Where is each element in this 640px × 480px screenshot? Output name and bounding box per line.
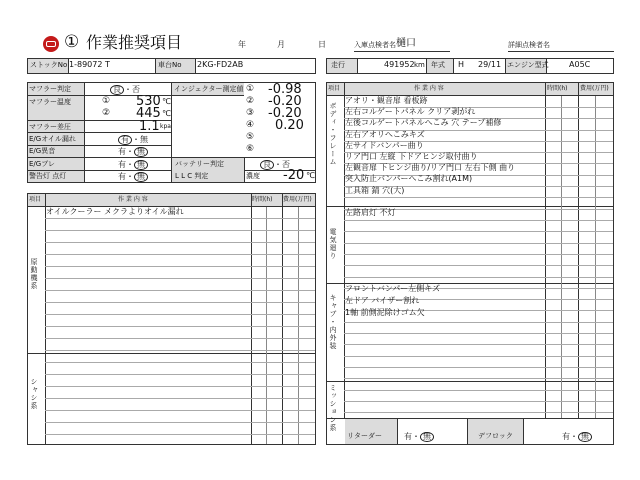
chassis-value: 2KG-FD2AB [197,60,244,69]
grid-line [344,356,613,357]
body-row-6: 左観音扉 下ヒンジ曲り/リア門口 左右下側 曲り [345,163,516,173]
body-row-2: 左後コルゲートパネルへこみ 穴 テープ補修 [345,118,502,128]
muffler-temp-label: マフラー温度 [29,98,71,106]
grid-line [45,314,315,315]
stock-value: 1-89072 T [69,60,110,69]
grid-line [344,197,613,198]
muffler-judge-label: マフラー判定 [29,85,71,93]
grid-line [344,220,613,221]
diff-lock-label: デフロック [478,432,513,440]
cab-row-1: 左ドア バイザー割れ [345,296,420,305]
left-col-content: 作 業 内 容 [118,196,148,203]
grid-line [45,398,315,399]
right-col-content: 作 業 内 容 [414,85,444,92]
check-value-3: 有・ 無 [118,172,148,182]
grid-line [45,410,315,411]
mileage-value: 491952 [384,60,415,69]
logo-icon [43,36,59,52]
muffler-diff-value: 1.1 [139,119,160,134]
injector-no-1: ② [246,96,255,106]
grid-line [45,386,315,387]
grid-line [344,378,613,379]
grid-line [45,266,315,267]
left-col-time: 時間(h) [252,196,273,203]
muffler-temp-2: 445 [136,106,161,121]
battery-value: 良 ・否 [260,160,290,170]
grid-line [344,390,613,391]
body-row-5: リア門口 左縦 下ドアヒンジ取付曲り [345,152,478,161]
grid-line [45,362,315,363]
section-body-frame: ボディ・フレーム [329,102,337,166]
body-row-1: 左右コルゲートパネル クリア剥がれ [345,107,476,117]
check-label-0: E/Gオイル漏れ [29,135,76,143]
injector-value-1: -0.20 [268,94,302,109]
grid-line [45,254,315,255]
grid-line [45,218,315,219]
grid-line [45,290,315,291]
section-mission: ミッション系 [329,384,337,432]
right-col-cost: 費用(万円) [580,85,609,92]
right-col-time: 時間(h) [547,85,568,92]
page-title: 作業推奨項目 [86,33,183,52]
grid-line [45,338,315,339]
injector-value-0: -0.98 [268,82,302,97]
injector-no-2: ③ [246,108,255,118]
body-row-0: アオリ・観音扉 看板跡 [345,96,428,105]
llc-label: L L C 判定 [175,172,209,180]
grid-line [344,401,613,402]
muffler-temp-unit-2: ℃ [162,109,171,118]
grid-line [344,367,613,368]
grid-line [344,265,613,266]
left-work-table [27,193,316,445]
grid-line [344,243,613,244]
engine-value: A05C [569,60,591,69]
body-row-8: 工具箱 錆 穴(大) [345,185,405,195]
grid-line [45,422,315,423]
era-value: H [458,60,465,69]
llc-conc-label: 濃度 [246,172,260,180]
injector-label: インジェクター測定値 [174,85,244,93]
muffler-diff-label: マフラー差圧 [29,123,71,131]
retarder-label: リターダー [347,432,382,440]
retarder-value: 有・ 無 [404,432,434,442]
inspector-name: 樋口 [396,38,416,49]
grid-line [344,231,613,232]
title-number: ① [64,32,80,52]
muffler-judge-value: 良 ・否 [110,85,140,95]
month-label: 月 [277,40,285,49]
inspector-underline [354,51,450,52]
cab-row-0: フロントバンパー左側キズ [345,284,441,293]
check-value-2: 有・ 無 [118,160,148,170]
grid-line [344,322,613,323]
grid-line [344,333,613,334]
check-label-1: E/G異音 [29,147,56,155]
grid-line [344,277,613,278]
section-engine: 原動機系 [30,258,38,290]
chassis-label: 車台No [158,61,182,69]
grid-line [45,350,315,351]
muffler-temp-unit-1: ℃ [162,97,171,106]
section-electrical: 電気廻り [329,228,337,260]
grid-line [45,434,315,435]
section-chassis: シャシ系 [30,378,38,410]
check-label-2: E/Gブレ [29,160,55,168]
body-row-4: 左サイドバンパー曲り [345,140,424,150]
left-col-cost: 費用(万円) [283,196,312,203]
grid-line [344,254,613,255]
section-cab: キャブ・内外装 [329,294,337,350]
mileage-unit: km [414,61,425,69]
year-label: 年 [238,40,246,49]
muffler-temp-1: 530 [136,94,161,109]
injector-no-4: ⑤ [246,132,255,142]
check-value-0: 有 ・無 [118,135,148,145]
left-row-1: オイルクーラー メクラよりオイル漏れ [46,207,184,216]
injector-value-2: -0.20 [268,106,302,121]
grid-line [344,344,613,345]
check-value-1: 有・ 無 [118,147,148,157]
detail-inspector-underline [508,51,614,52]
injector-no-0: ① [246,84,255,94]
llc-unit: ℃ [306,171,315,180]
diff-lock-value: 有・ 無 [562,432,592,442]
inspector-label: 入庫点検者名 [354,41,396,49]
check-label-3: 警告灯 点灯 [29,172,67,180]
grid-line [45,326,315,327]
battery-label: バッテリー判定 [175,160,224,168]
engine-label: エンジン型式 [507,61,549,69]
llc-value: -20 [283,168,305,183]
grid-line [45,242,315,243]
muffler-temp-circle-1: ① [102,96,111,106]
grid-line [45,278,315,279]
muffler-diff-unit: kpa [160,123,171,130]
grid-line [45,230,315,231]
injector-no-3: ④ [246,120,255,130]
grid-line [344,412,613,413]
grid-line [45,374,315,375]
body-row-3: 左右アオリへこみキズ [345,129,425,139]
cab-row-2: 1軸 前側泥除けゴム欠 [345,308,425,317]
mileage-label: 走行 [331,61,345,69]
left-col-item: 項目 [29,196,42,203]
stock-label: ストックNo [30,61,68,69]
body-row-7: 突入防止バンパーへこみ割れ(A1M) [345,174,473,184]
day-label: 日 [318,40,326,49]
injector-no-5: ⑥ [246,144,255,154]
muffler-temp-circle-2: ② [102,108,111,118]
grid-line [45,302,315,303]
injector-value-3: 0.20 [275,118,304,133]
year-model-label: 年式 [431,61,445,69]
right-col-item: 項目 [328,85,341,92]
year-model-value: 29/11 [478,60,502,69]
elec-row-0: 左路肩灯 不灯 [345,208,396,217]
detail-inspector-label: 詳細点検者名 [508,41,550,49]
